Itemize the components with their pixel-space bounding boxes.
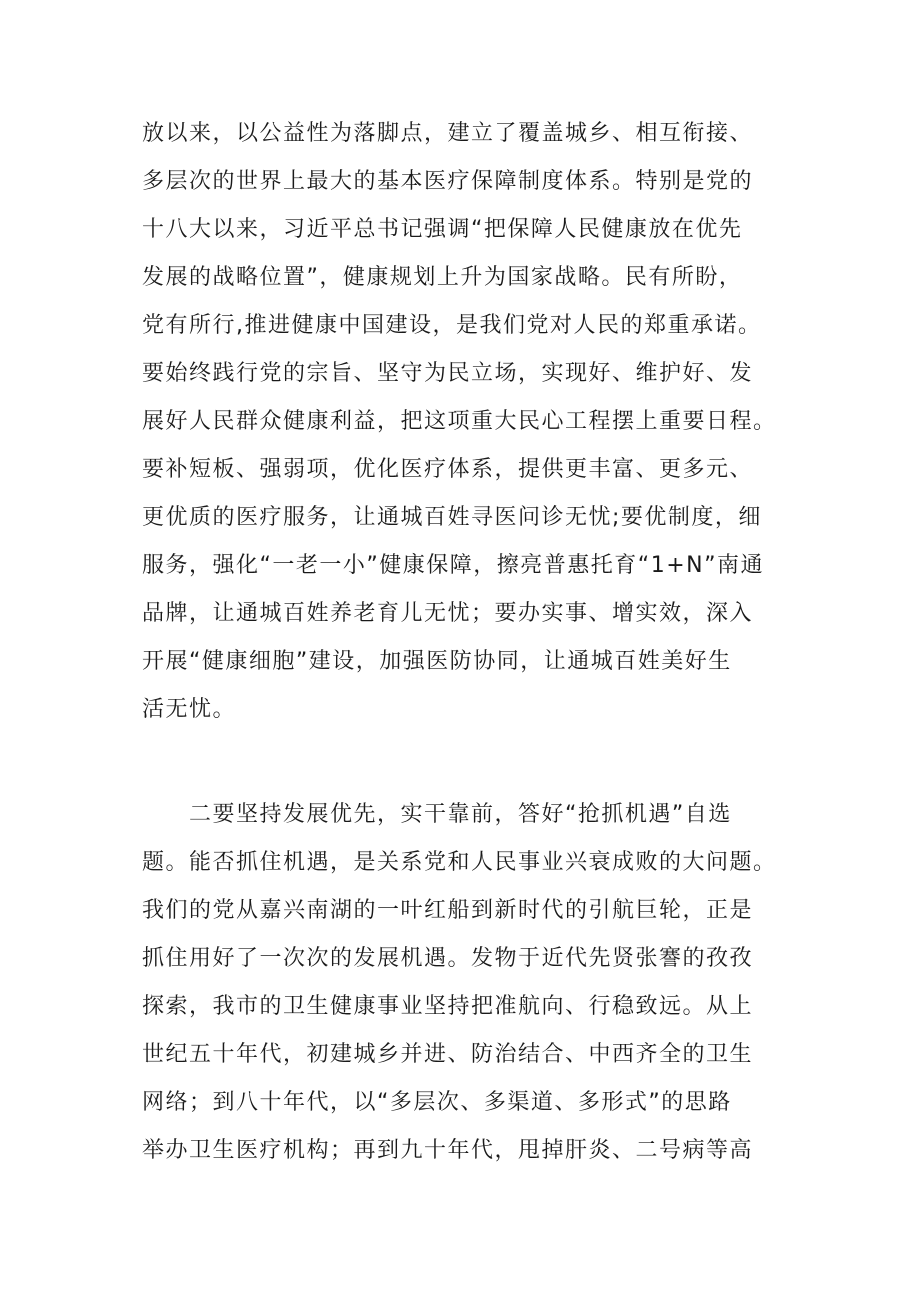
paragraph-healthcare-system — [142, 110, 792, 734]
text-line: 网络；到八十年代，以“多层次、多渠道、多形式”的思路 — [142, 1090, 732, 1115]
text-line: 要补短板、强弱项，优化医疗体系，提供更丰富、更多元、 — [142, 457, 754, 482]
text-line: 十八大以来，习近平总书记强调“把保障人民健康放在优先 — [142, 217, 743, 242]
paragraph-seize-opportunities — [142, 791, 792, 1175]
text-line: 题。能否抓住机遇，是关系党和人民事业兴衰成败的大问题。 — [142, 850, 777, 875]
text-line: 服务，强化“一老一小”健康保障，擦亮普惠托育“1+N”南通 — [142, 553, 764, 578]
text-line: 世纪五十年代，初建城乡并进、防治结合、中西齐全的卫生 — [142, 1042, 754, 1067]
text-line: 要始终践行党的宗旨、坚守为民立场，实现好、维护好、发 — [142, 361, 754, 386]
text-line: 举办卫生医疗机构；再到九十年代，甩掉肝炎、二号病等高 — [142, 1138, 754, 1163]
text-line: 抓住用好了一次次的发展机遇。发物于近代先贤张謇的孜孜 — [142, 946, 754, 971]
text-line: 更优质的医疗服务，让通城百姓寻医问诊无忧;要优制度，细 — [142, 505, 762, 530]
text-line: 二要坚持发展优先，实干靠前，答好“抢抓机遇”自选 — [142, 802, 732, 827]
text-line: 党有所行,推进健康中国建设，是我们党对人民的郑重承诺。 — [142, 313, 762, 338]
text-line: 多层次的世界上最大的基本医疗保障制度体系。特别是党的 — [142, 169, 754, 194]
text-line: 探索，我市的卫生健康事业坚持把准航向、行稳致远。从上 — [142, 994, 754, 1019]
text-line: 活无忧。 — [142, 697, 237, 722]
text-line: 品牌，让通城百姓养老育儿无忧；要办实事、增实效，深入 — [142, 601, 754, 626]
text-line: 展好人民群众健康利益，把这项重大民心工程摆上重要日程。 — [142, 409, 777, 434]
text-line: 发展的战略位置”，健康规划上升为国家战略。民有所盼， — [142, 265, 743, 290]
text-line: 开展“健康细胞”建设，加强医防协同，让通城百姓美好生 — [142, 649, 732, 674]
text-line: 放以来，以公益性为落脚点，建立了覆盖城乡、相互衔接、 — [142, 121, 754, 146]
text-line: 我们的党从嘉兴南湖的一叶红船到新时代的引航巨轮，正是 — [142, 898, 754, 923]
